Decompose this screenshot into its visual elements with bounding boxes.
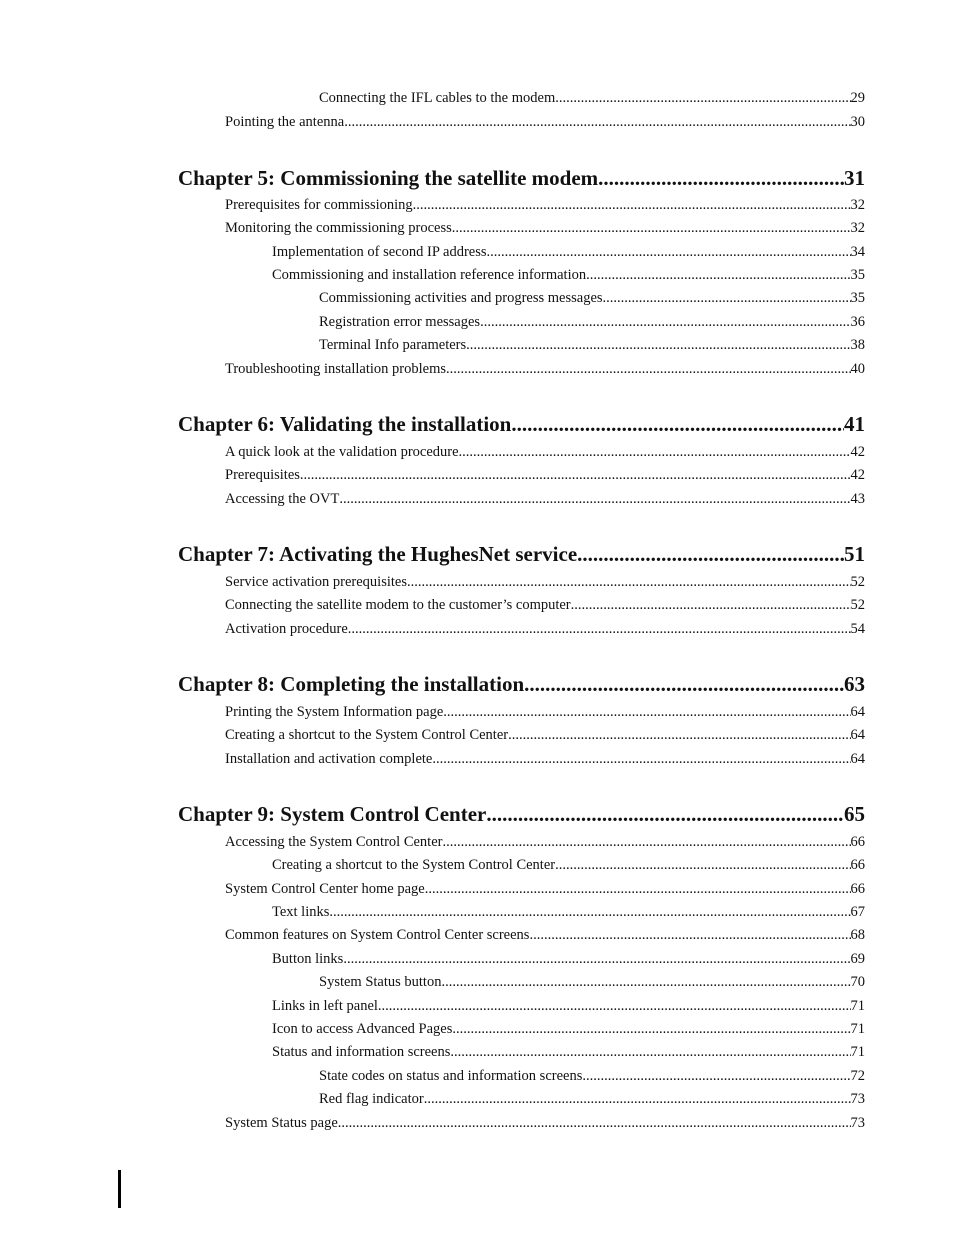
toc-entry <box>272 902 865 922</box>
toc-dot-leader <box>529 925 850 945</box>
toc-entry-title: A quick look at the validation procedure <box>225 444 459 460</box>
toc-entry <box>319 312 865 332</box>
toc-dot-leader <box>466 335 850 355</box>
toc-page-number: 66 <box>850 834 865 850</box>
toc-page-number: 36 <box>850 314 865 330</box>
toc-entry <box>319 288 865 308</box>
toc-entry-title: Activation procedure <box>225 621 348 637</box>
toc-entry <box>272 855 865 875</box>
toc-entry-title: Registration error messages <box>319 314 481 330</box>
toc-dot-leader <box>443 702 850 722</box>
toc-entry-title: Creating a shortcut to the System Control Center <box>225 727 509 743</box>
toc-page-number: 30 <box>850 114 865 130</box>
toc-page-number: 42 <box>850 444 865 460</box>
toc-page-number: 41 <box>844 412 865 436</box>
toc-page-number: 64 <box>850 704 865 720</box>
toc-dot-leader <box>586 265 850 285</box>
toc-page-number: 54 <box>850 621 865 637</box>
toc-page-number: 52 <box>850 574 865 590</box>
toc-entry <box>225 442 865 462</box>
toc-entry-title: Installation and activation complete <box>225 751 433 767</box>
toc-entry <box>319 972 865 992</box>
toc-page-number: 35 <box>850 290 865 306</box>
toc-page-number: 29 <box>850 90 865 106</box>
toc-dot-leader <box>413 195 851 215</box>
toc-page-number: 71 <box>850 998 865 1014</box>
toc-entry-title: Troubleshooting installation problems <box>225 361 446 377</box>
toc-dot-leader <box>344 112 850 132</box>
toc-page-number: 43 <box>850 491 865 507</box>
toc-entry <box>225 832 865 852</box>
toc-dot-leader <box>424 1089 851 1109</box>
toc-dot-leader <box>432 749 850 769</box>
toc-entry <box>272 1042 865 1062</box>
toc-entry-title: Printing the System Information page <box>225 704 444 720</box>
toc-dot-leader <box>555 88 850 108</box>
toc-entry-title: Implementation of second IP address <box>272 244 487 260</box>
toc-page-number: 70 <box>850 974 865 990</box>
toc-entry <box>225 359 865 379</box>
toc-chapter-entry <box>178 164 865 192</box>
toc-entry <box>272 242 865 262</box>
toc-dot-leader <box>338 1113 851 1133</box>
toc-entry <box>272 265 865 285</box>
toc-entry-title: Common features on System Control Center screens <box>225 927 530 943</box>
toc-page-number: 68 <box>850 927 865 943</box>
toc-page-number: 32 <box>850 220 865 236</box>
toc-dot-leader <box>582 1066 850 1086</box>
toc-entry-title: Icon to access Advanced Pages <box>272 1021 453 1037</box>
toc-page-number: 31 <box>844 166 865 190</box>
toc-entry-title: System Status button <box>319 974 442 990</box>
toc-dot-leader <box>300 465 851 485</box>
toc-entry-title: Button links <box>272 951 344 967</box>
toc-entry-title: Commissioning activities and progress messages <box>319 290 603 306</box>
toc-dot-leader <box>511 410 844 438</box>
toc-entry-title: Accessing the OVT <box>225 491 340 507</box>
toc-entry-title: Chapter 5: Commissioning the satellite modem <box>178 166 599 190</box>
toc-dot-leader <box>508 725 850 745</box>
toc-entry-title: Chapter 6: Validating the installation <box>178 412 512 436</box>
toc-page-number: 52 <box>850 597 865 613</box>
toc-entry-title: Monitoring the commissioning process <box>225 220 452 236</box>
toc-page-number: 51 <box>844 542 865 566</box>
toc-entry-title: Red flag indicator <box>319 1091 424 1107</box>
toc-page-number: 34 <box>850 244 865 260</box>
toc-entry-title: Terminal Info parameters <box>319 337 467 353</box>
toc-entry-title: Connecting the satellite modem to the customer’s computer <box>225 597 571 613</box>
toc-dot-leader <box>450 1042 850 1062</box>
toc-page-number: 63 <box>844 672 865 696</box>
toc-dot-leader <box>452 1019 850 1039</box>
toc-entry <box>272 1019 865 1039</box>
toc-page-number: 35 <box>850 267 865 283</box>
change-bar <box>118 1170 121 1208</box>
toc-dot-leader <box>598 164 844 192</box>
toc-entry <box>225 1113 865 1133</box>
toc-page-number: 73 <box>850 1091 865 1107</box>
toc-entry-title: Accessing the System Control Center <box>225 834 443 850</box>
toc-chapter-entry <box>178 670 865 698</box>
toc-page-number: 69 <box>850 951 865 967</box>
toc-entry <box>225 465 865 485</box>
toc-entry <box>319 1089 865 1109</box>
toc-entry-title: Chapter 8: Completing the installation <box>178 672 525 696</box>
toc-page-number: 73 <box>850 1115 865 1131</box>
toc-dot-leader <box>441 972 850 992</box>
toc-chapter-entry <box>178 800 865 828</box>
toc-entry <box>319 1066 865 1086</box>
toc-entry-title: Creating a shortcut to the System Control Center <box>272 857 556 873</box>
toc-page-number: 66 <box>850 881 865 897</box>
toc-entry-title: Prerequisites for commissioning <box>225 197 413 213</box>
toc-page-number: 71 <box>850 1021 865 1037</box>
toc-entry-title: Connecting the IFL cables to the modem <box>319 90 556 106</box>
toc-dot-leader <box>487 242 851 262</box>
toc-page-number: 65 <box>844 802 865 826</box>
toc-entry <box>272 949 865 969</box>
toc-dot-leader <box>524 670 844 698</box>
toc-entry-title: Text links <box>272 904 330 920</box>
toc-dot-leader <box>446 359 851 379</box>
toc-entry <box>225 725 865 745</box>
toc-entry-title: Pointing the antenna <box>225 114 345 130</box>
toc-entry <box>319 88 865 108</box>
toc-entry <box>225 749 865 769</box>
toc-entry <box>225 195 865 215</box>
toc-dot-leader <box>555 855 850 875</box>
toc-dot-leader <box>378 996 851 1016</box>
toc-entry <box>225 572 865 592</box>
toc-dot-leader <box>425 879 851 899</box>
toc-entry-title: State codes on status and information screens <box>319 1068 583 1084</box>
toc-entry-title: Status and information screens <box>272 1044 451 1060</box>
toc-page-number: 38 <box>850 337 865 353</box>
toc-entry <box>272 996 865 1016</box>
toc-dot-leader <box>486 800 844 828</box>
toc-dot-leader <box>577 540 844 568</box>
toc-entry <box>225 619 865 639</box>
toc-chapter-entry <box>178 410 865 438</box>
toc-entry-title: Prerequisites <box>225 467 300 483</box>
toc-entry-title: Commissioning and installation reference information <box>272 267 587 283</box>
toc-dot-leader <box>459 442 851 462</box>
toc-dot-leader <box>571 595 851 615</box>
toc-entry-title: Chapter 7: Activating the HughesNet service <box>178 542 578 566</box>
toc-entry-title: Links in left panel <box>272 998 378 1014</box>
toc-dot-leader <box>343 949 850 969</box>
toc-dot-leader <box>339 489 850 509</box>
toc-page-number: 66 <box>850 857 865 873</box>
toc-dot-leader <box>603 288 851 308</box>
toc-entry <box>319 335 865 355</box>
toc-page-number: 67 <box>850 904 865 920</box>
toc-entry-title: Service activation prerequisites <box>225 574 407 590</box>
toc-entry-title: System Status page <box>225 1115 338 1131</box>
toc-entry-title: System Control Center home page <box>225 881 425 897</box>
toc-page-number: 64 <box>850 727 865 743</box>
toc-entry <box>225 595 865 615</box>
toc-page-number: 40 <box>850 361 865 377</box>
toc-entry <box>225 218 865 238</box>
toc-dot-leader <box>480 312 850 332</box>
toc-chapter-entry <box>178 540 865 568</box>
toc-entry <box>225 702 865 722</box>
toc-page-number: 71 <box>850 1044 865 1060</box>
toc-page-number: 32 <box>850 197 865 213</box>
toc-dot-leader <box>407 572 851 592</box>
toc-dot-leader <box>452 218 851 238</box>
toc-dot-leader <box>329 902 850 922</box>
toc-entry <box>225 879 865 899</box>
toc-page-number: 42 <box>850 467 865 483</box>
toc-entry <box>225 925 865 945</box>
toc-page-number: 72 <box>850 1068 865 1084</box>
toc-entry-title: Chapter 9: System Control Center <box>178 802 487 826</box>
toc-page-number: 64 <box>850 751 865 767</box>
toc-entry <box>225 112 865 132</box>
toc-entry <box>225 489 865 509</box>
toc-dot-leader <box>442 832 850 852</box>
toc-dot-leader <box>348 619 851 639</box>
